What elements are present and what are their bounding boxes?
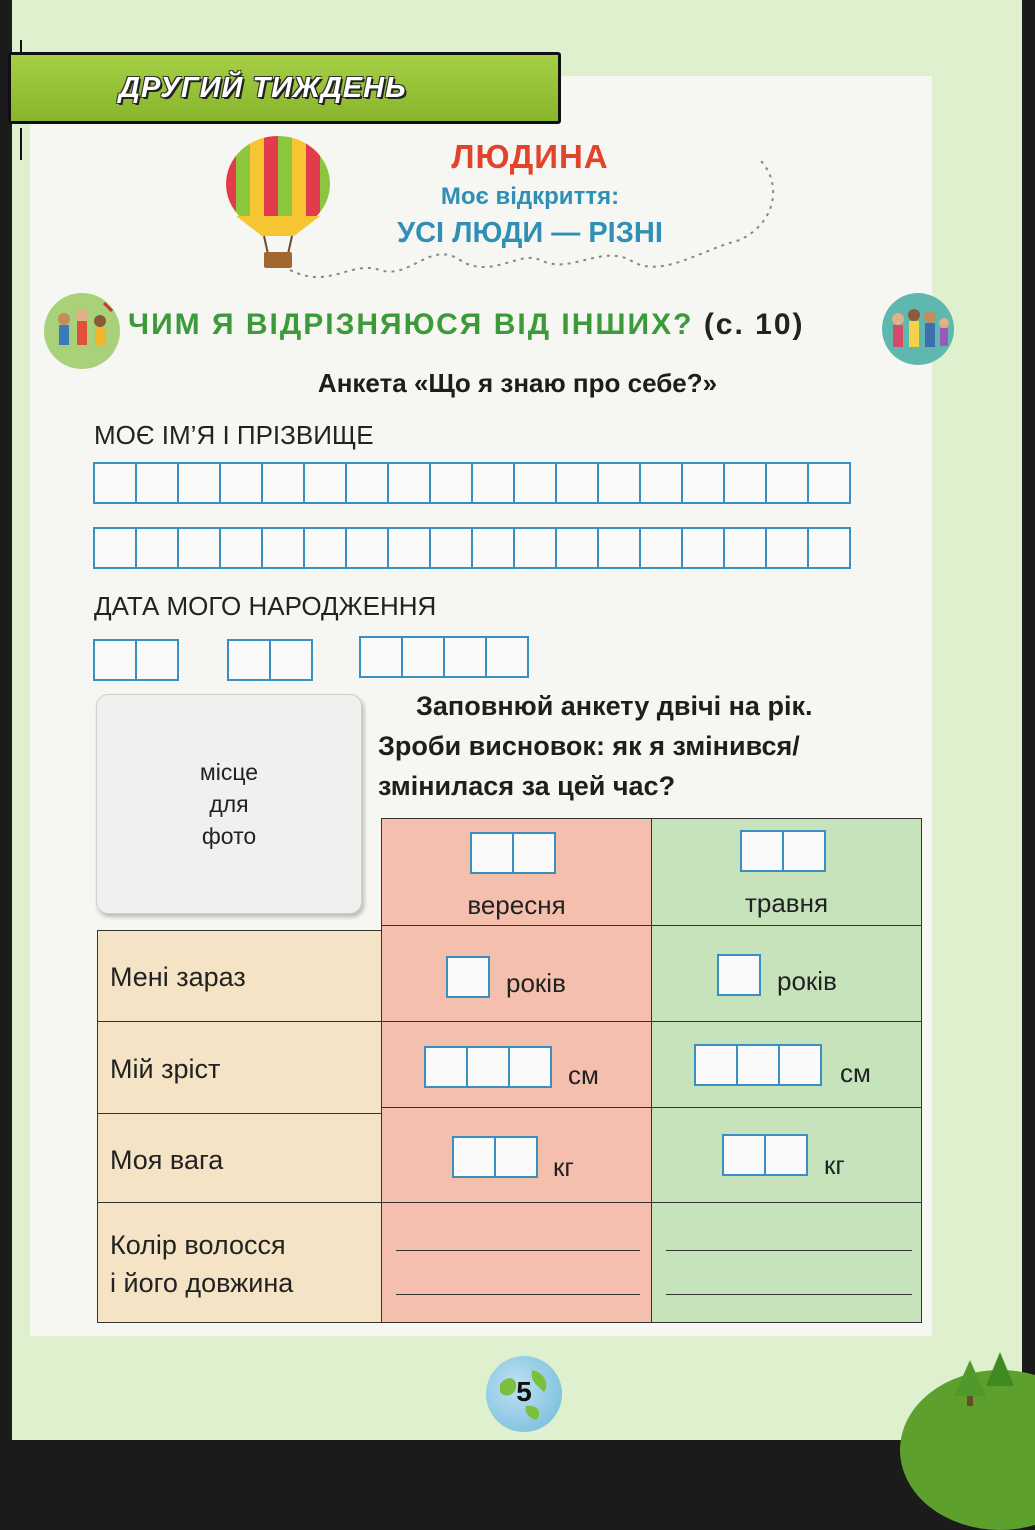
letter-cell[interactable]	[723, 527, 767, 569]
digit-cell[interactable]	[494, 1136, 538, 1178]
letter-cell[interactable]	[807, 462, 851, 504]
answer-line-may[interactable]	[666, 1250, 912, 1251]
weight-september-cells[interactable]	[452, 1136, 538, 1178]
people-group-icon	[882, 293, 954, 365]
birth-year-cells[interactable]	[359, 636, 529, 678]
birthdate-label: ДАТА МОГО НАРОДЖЕННЯ	[94, 591, 437, 621]
discovery-text: УСІ ЛЮДИ — РІЗНІ	[397, 217, 663, 249]
topic-title: ЛЮДИНА	[451, 138, 609, 175]
letter-cell[interactable]	[135, 527, 179, 569]
photo-text-line: для	[209, 791, 249, 817]
letter-cell[interactable]	[513, 462, 557, 504]
height-september-cells[interactable]	[424, 1046, 552, 1088]
letter-cell[interactable]	[513, 527, 557, 569]
name-cells-row-2[interactable]	[93, 527, 851, 569]
digit-cell[interactable]	[446, 956, 490, 998]
digit-cell[interactable]	[722, 1134, 766, 1176]
age-may-cell[interactable]	[717, 954, 761, 996]
letter-cell[interactable]	[429, 462, 473, 504]
birth-day-cells[interactable]	[93, 639, 179, 681]
digit-cell[interactable]	[452, 1136, 496, 1178]
digit-cell[interactable]	[485, 636, 529, 678]
digit-cell[interactable]	[764, 1134, 808, 1176]
answer-line-may[interactable]	[666, 1294, 912, 1295]
instruction	[378, 686, 938, 806]
trees-icon	[940, 1352, 1020, 1412]
photo-text-line: місце	[199, 759, 259, 785]
name-label: МОЄ ІМ’Я І ПРІЗВИЩЕ	[94, 420, 374, 450]
photo-placeholder[interactable]	[96, 694, 362, 914]
week-label: ДРУГИЙ ТИЖДЕНЬ	[119, 71, 407, 104]
height-may-cells[interactable]	[694, 1044, 822, 1086]
digit-cell[interactable]	[740, 830, 784, 872]
digit-cell[interactable]	[401, 636, 445, 678]
answer-line-september[interactable]	[396, 1294, 640, 1295]
task-question: ЧИМ Я ВІДРІЗНЯЮСЯ ВІД ІНШИХ?	[128, 308, 694, 341]
instruction-line: змінилася за цей час?	[378, 771, 676, 801]
digit-cell[interactable]	[717, 954, 761, 996]
digit-cell[interactable]	[470, 832, 514, 874]
table-cell	[381, 1202, 652, 1323]
hair-label-line: і його довжина	[110, 1268, 294, 1298]
height-unit: см	[568, 1060, 599, 1090]
letter-cell[interactable]	[345, 527, 389, 569]
digit-cell[interactable]	[778, 1044, 822, 1086]
digit-cell[interactable]	[508, 1046, 552, 1088]
september-day-cells[interactable]	[470, 832, 556, 874]
letter-cell[interactable]	[261, 462, 305, 504]
letter-cell[interactable]	[639, 462, 683, 504]
page-reference: (с. 10)	[703, 308, 805, 341]
instruction-line: Зроби висновок: як я змінився/	[378, 731, 800, 761]
letter-cell[interactable]	[429, 527, 473, 569]
digit-cell[interactable]	[359, 636, 403, 678]
letter-cell[interactable]	[345, 462, 389, 504]
letter-cell[interactable]	[177, 527, 221, 569]
height-unit: см	[840, 1058, 871, 1088]
letter-cell[interactable]	[597, 527, 641, 569]
weight-label: Моя вага	[110, 1145, 224, 1175]
letter-cell[interactable]	[681, 462, 725, 504]
letter-cell[interactable]	[177, 462, 221, 504]
letter-cell[interactable]	[303, 527, 347, 569]
letter-cell[interactable]	[471, 462, 515, 504]
digit-cell[interactable]	[424, 1046, 468, 1088]
table-cell	[651, 1202, 922, 1323]
digit-cell[interactable]	[694, 1044, 738, 1086]
age-september-cell[interactable]	[446, 956, 490, 998]
name-cells-row-1[interactable]	[93, 462, 851, 504]
instruction-line: Заповнюй анкету двічі на рік.	[416, 691, 813, 721]
answer-line-september[interactable]	[396, 1250, 640, 1251]
letter-cell[interactable]	[471, 527, 515, 569]
letter-cell[interactable]	[555, 527, 599, 569]
row-label-cell	[97, 1202, 383, 1323]
digit-cell[interactable]	[782, 830, 826, 872]
age-unit: років	[506, 968, 566, 998]
letter-cell[interactable]	[681, 527, 725, 569]
letter-cell[interactable]	[807, 527, 851, 569]
digit-cell[interactable]	[135, 639, 179, 681]
letter-cell[interactable]	[303, 462, 347, 504]
task-title	[128, 308, 805, 342]
letter-cell[interactable]	[135, 462, 179, 504]
letter-cell[interactable]	[765, 527, 809, 569]
letter-cell[interactable]	[723, 462, 767, 504]
hair-label-line: Колір волосся	[110, 1230, 286, 1260]
photo-text-line: фото	[201, 823, 257, 849]
letter-cell[interactable]	[219, 462, 263, 504]
letter-cell[interactable]	[387, 527, 431, 569]
digit-cell[interactable]	[443, 636, 487, 678]
digit-cell[interactable]	[512, 832, 556, 874]
digit-cell[interactable]	[466, 1046, 510, 1088]
may-day-cells[interactable]	[740, 830, 826, 872]
letter-cell[interactable]	[765, 462, 809, 504]
letter-cell[interactable]	[93, 462, 137, 504]
letter-cell[interactable]	[93, 527, 137, 569]
letter-cell[interactable]	[597, 462, 641, 504]
birth-month-cells[interactable]	[227, 639, 313, 681]
page-number-globe-icon	[486, 1356, 562, 1432]
weight-unit: кг	[553, 1152, 574, 1182]
age-unit: років	[777, 966, 837, 996]
hot-air-balloon-icon	[222, 136, 334, 272]
weight-unit: кг	[824, 1150, 845, 1180]
digit-cell[interactable]	[93, 639, 137, 681]
digit-cell[interactable]	[269, 639, 313, 681]
weight-may-cells[interactable]	[722, 1134, 808, 1176]
month-september: вересня	[467, 890, 566, 920]
letter-cell[interactable]	[639, 527, 683, 569]
children-illustration-icon	[44, 293, 120, 369]
page-number: 5	[516, 1376, 532, 1407]
digit-cell[interactable]	[736, 1044, 780, 1086]
discovery-label: Моє відкриття:	[440, 183, 620, 210]
age-label: Мені зараз	[110, 962, 246, 992]
height-label: Мій зріст	[110, 1054, 221, 1084]
margin-rule	[20, 128, 22, 160]
letter-cell[interactable]	[555, 462, 599, 504]
digit-cell[interactable]	[227, 639, 271, 681]
week-banner	[8, 52, 561, 124]
letter-cell[interactable]	[219, 527, 263, 569]
letter-cell[interactable]	[261, 527, 305, 569]
letter-cell[interactable]	[387, 462, 431, 504]
survey-title: Анкета «Що я знаю про себе?»	[317, 368, 718, 398]
month-may: травня	[744, 888, 829, 918]
